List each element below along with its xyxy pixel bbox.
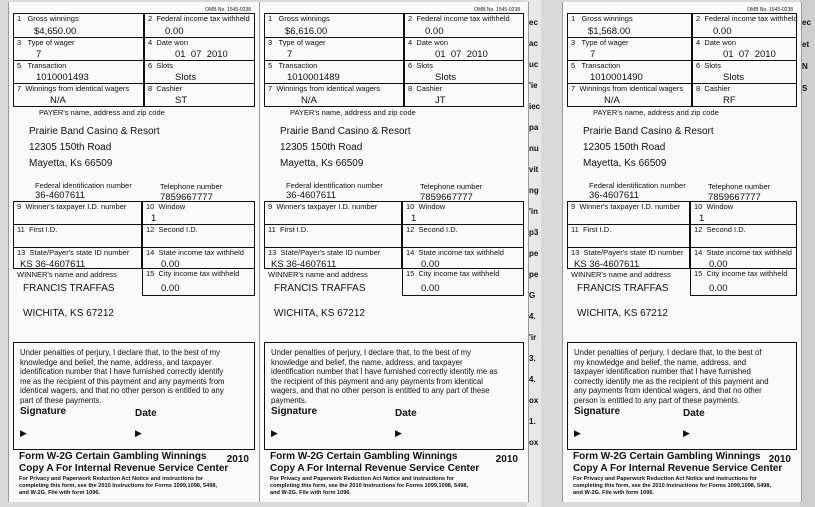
box-6-label: 6 Slots (408, 61, 434, 70)
box-8-label: 8 Cashier (696, 84, 731, 93)
box-7-label: 7 Winnings from identical wagers (571, 84, 684, 93)
box-15-city-tax (142, 268, 255, 296)
identical-wagers-value: N/A (301, 95, 317, 106)
payer-name: Prairie Band Casino & Resort (583, 126, 714, 137)
box-5-label: 5 Transaction (17, 61, 67, 70)
winner-label: WINNER's name and address (268, 270, 368, 279)
federal-id-value: 36-4607611 (589, 190, 640, 201)
box-5-transaction (264, 60, 404, 84)
date-won-value: 01 07 2010 (435, 49, 488, 60)
box-10-window (142, 201, 255, 225)
box-3-type-of-wager (13, 37, 144, 61)
declaration-box (264, 342, 524, 450)
box-10-label: 10 Window (694, 202, 734, 211)
box-13-label: 13 State/Payer's state ID number (268, 248, 381, 257)
box-1-gross-winnings (13, 13, 144, 38)
phone-value: 7859667777 (160, 192, 213, 203)
gross-winnings-value: $6,616.00 (285, 26, 328, 37)
box-4-date-won (144, 37, 255, 61)
identical-wagers-value: N/A (604, 95, 620, 106)
form-year: 2010 (495, 454, 518, 465)
signature-arrow-icon: ▶ (574, 428, 581, 438)
w2g-form (562, 2, 802, 502)
form-title: Form W-2G Certain Gambling Winnings (19, 451, 207, 462)
copy-a-label: Copy A For Internal Revenue Service Center (573, 463, 783, 474)
date-arrow-icon: ▶ (683, 428, 690, 438)
slots-value: Slots (175, 72, 197, 83)
strip-text-middle: G (529, 291, 536, 300)
w2g-form (8, 2, 260, 502)
privacy-note-line-1: For Privacy and Paperwork Reduction Act Notice and instructions for (573, 476, 758, 482)
payer-name: Prairie Band Casino & Resort (29, 126, 160, 137)
transaction-value: 1010001489 (287, 72, 340, 83)
federal-tax-value: 0.00 (425, 26, 444, 37)
omb-number: OMB No. 1545-0238 (474, 7, 520, 13)
box-3-label: 3 Type of wager (571, 38, 629, 47)
box-7-identical-wagers (13, 83, 144, 107)
gross-winnings-value: $1,568.00 (588, 26, 631, 37)
box-12-label: 12 Second I.D. (406, 225, 458, 234)
box-2-label: 2 Federal income tax withheld (408, 14, 510, 23)
state-id-value: KS 36-4607611 (271, 259, 337, 270)
winner-city: WICHITA, KS 67212 (274, 308, 365, 319)
box-13-label: 13 State/Payer's state ID number (571, 248, 684, 257)
date-won-value: 01 07 2010 (723, 49, 776, 60)
box-14-state-tax (402, 247, 524, 269)
strip-text-middle: ox (529, 438, 539, 447)
strip-text-middle: nu (529, 144, 539, 153)
payer-name: Prairie Band Casino & Resort (280, 126, 411, 137)
omb-number: OMB No. 1545-0238 (747, 7, 793, 13)
box-15-label: 15 City income tax withheld (406, 269, 500, 278)
federal-id-label: Federal identification number (589, 181, 686, 190)
box-6-slots (692, 60, 797, 84)
box-13-label: 13 State/Payer's state ID number (17, 248, 130, 257)
box-9-winner-tin (13, 201, 142, 225)
box-6-label: 6 Slots (148, 61, 174, 70)
signature-label: Signature (574, 406, 621, 417)
strip-text-right: ec (802, 18, 811, 27)
city-tax-value: 0.00 (421, 283, 440, 294)
box-11-label: 11 First I.D. (571, 225, 612, 234)
strip-text-right: S (802, 84, 808, 93)
federal-id-value: 36-4607611 (35, 190, 86, 201)
window-value: 1 (151, 213, 157, 224)
box-8-cashier (692, 83, 797, 107)
payer-street: 12305 150th Road (280, 142, 363, 153)
strip-text-middle: ng (529, 186, 539, 195)
phone-label: Telephone number (420, 182, 483, 191)
cashier-value: ST (175, 95, 188, 106)
strip-text-middle: pe (529, 270, 539, 279)
type-of-wager-value: 7 (287, 49, 293, 60)
signature-arrow-icon: ▶ (20, 428, 27, 438)
box-4-label: 4 Date won (696, 38, 737, 47)
box-10-label: 10 Window (146, 202, 186, 211)
declaration-box (13, 342, 255, 450)
box-13-state-id (567, 247, 690, 269)
strip-text-middle: ec (529, 18, 538, 27)
box-6-label: 6 Slots (696, 61, 722, 70)
box-8-label: 8 Cashier (408, 84, 443, 93)
strip-text-middle: 1. (529, 417, 536, 426)
perjury-declaration: Under penalties of perjury, I declare that, to the best of my knowledge and belief, the name, address, and taxpayer identification number that I have furnished correctly identify me as the recipient of this payment and any payments from identical wagers, and that no other person is entitled to any part of these payments. (271, 348, 498, 405)
winner-name: FRANCIS TRAFFAS (577, 283, 669, 294)
strip-text-middle: 'ir (529, 333, 537, 342)
transaction-value: 1010001493 (36, 72, 89, 83)
perjury-declaration: Under penalties of perjury, I declare that, to the best of my knowledge and belief, the name, address, and taxpayer identification number that I have furnished correctly identify me as the recipient of this payment and any payments from identical wagers, and that no other person is entitled to any part of these payments. (20, 348, 225, 405)
w2g-form (259, 2, 529, 502)
date-label: Date (135, 408, 157, 419)
strip-text-middle: 'ie (529, 81, 538, 90)
box-15-city-tax (690, 268, 797, 296)
box-3-label: 3 Type of wager (17, 38, 75, 47)
box-11-first-id (13, 224, 142, 248)
box-10-label: 10 Window (406, 202, 446, 211)
city-tax-value: 0.00 (709, 283, 728, 294)
privacy-note-line-2: completing this form, see the 2010 Instructions for Forms 1099,1098, 5498, (573, 483, 772, 489)
winner-city: WICHITA, KS 67212 (23, 308, 114, 319)
city-tax-value: 0.00 (161, 283, 180, 294)
box-15-label: 15 City income tax withheld (146, 269, 240, 278)
date-label: Date (683, 408, 705, 419)
box-14-label: 14 State income tax withheld (146, 248, 244, 257)
state-tax-value: 0.00 (709, 259, 728, 270)
privacy-note-line-1: For Privacy and Paperwork Reduction Act Notice and instructions for (19, 476, 204, 482)
omb-number: OMB No. 1545-0238 (205, 7, 251, 13)
federal-id-label: Federal identification number (286, 181, 383, 190)
form-title: Form W-2G Certain Gambling Winnings (573, 451, 761, 462)
payer-street: 12305 150th Road (583, 142, 666, 153)
payer-city: Mayetta, Ks 66509 (583, 158, 667, 169)
payer-city: Mayetta, Ks 66509 (280, 158, 364, 169)
strip-text-middle: ac (529, 39, 538, 48)
box-7-label: 7 Winnings from identical wagers (268, 84, 381, 93)
date-label: Date (395, 408, 417, 419)
phone-label: Telephone number (160, 182, 223, 191)
box-5-label: 5 Transaction (571, 61, 621, 70)
box-1-label: 1 Gross winnings (571, 14, 633, 23)
box-9-winner-tin (567, 201, 690, 225)
form-year: 2010 (768, 454, 791, 465)
box-2-label: 2 Federal income tax withheld (148, 14, 250, 23)
winner-name: FRANCIS TRAFFAS (274, 283, 366, 294)
date-arrow-icon: ▶ (395, 428, 402, 438)
form-year: 2010 (226, 454, 249, 465)
box-9-label: 9 Winner's taxpayer I.D. number (17, 202, 127, 211)
box-14-state-tax (690, 247, 797, 269)
strip-text-middle: 'in (529, 207, 539, 216)
strip-text-middle: pa (529, 123, 539, 132)
box-6-slots (144, 60, 255, 84)
payer-header: PAYER's name, address and zip code (290, 108, 416, 117)
box-2-federal-tax (692, 13, 797, 38)
privacy-note-line-3: and W-2G. File with form 1096. (270, 490, 352, 496)
box-6-slots (404, 60, 524, 84)
strip-text-middle: 4. (529, 375, 536, 384)
window-value: 1 (411, 213, 417, 224)
type-of-wager-value: 7 (36, 49, 42, 60)
privacy-note-line-3: and W-2G. File with form 1096. (19, 490, 101, 496)
box-1-label: 1 Gross winnings (268, 14, 330, 23)
box-13-state-id (264, 247, 402, 269)
payer-street: 12305 150th Road (29, 142, 112, 153)
signature-arrow-icon: ▶ (271, 428, 278, 438)
winner-city: WICHITA, KS 67212 (577, 308, 668, 319)
box-11-first-id (567, 224, 690, 248)
state-tax-value: 0.00 (161, 259, 180, 270)
phone-value: 7859667777 (708, 192, 761, 203)
box-5-transaction (13, 60, 144, 84)
copy-a-label: Copy A For Internal Revenue Service Center (270, 463, 480, 474)
strip-text-middle: iec (529, 102, 541, 111)
strip-text-middle: 3. (529, 354, 536, 363)
privacy-note-line-3: and W-2G. File with form 1096. (573, 490, 655, 496)
box-4-date-won (404, 37, 524, 61)
box-10-window (402, 201, 524, 225)
box-4-label: 4 Date won (408, 38, 449, 47)
strip-text-middle: ox (529, 396, 539, 405)
box-1-gross-winnings (264, 13, 404, 38)
box-8-cashier (144, 83, 255, 107)
privacy-note-line-1: For Privacy and Paperwork Reduction Act Notice and instructions for (270, 476, 455, 482)
state-id-value: KS 36-4607611 (20, 259, 86, 270)
gross-winnings-value: $4,650.00 (34, 26, 77, 37)
privacy-note-line-2: completing this form, see the 2010 Instructions for Forms 1099,1098, 5498, (270, 483, 469, 489)
state-tax-value: 0.00 (421, 259, 440, 270)
strip-text-middle: vit (529, 165, 539, 174)
window-value: 1 (699, 213, 705, 224)
box-7-label: 7 Winnings from identical wagers (17, 84, 130, 93)
strip-text-right: N (802, 62, 808, 71)
box-3-label: 3 Type of wager (268, 38, 326, 47)
federal-tax-value: 0.00 (713, 26, 732, 37)
box-4-label: 4 Date won (148, 38, 189, 47)
identical-wagers-value: N/A (50, 95, 66, 106)
box-8-cashier (404, 83, 524, 107)
box-8-label: 8 Cashier (148, 84, 183, 93)
box-1-label: 1 Gross winnings (17, 14, 79, 23)
payer-header: PAYER's name, address and zip code (593, 108, 719, 117)
box-2-label: 2 Federal income tax withheld (696, 14, 798, 23)
box-2-federal-tax (404, 13, 524, 38)
federal-id-value: 36-4607611 (286, 190, 337, 201)
hidden-form-strip-right (800, 0, 815, 507)
box-11-label: 11 First I.D. (268, 225, 309, 234)
box-15-label: 15 City income tax withheld (694, 269, 788, 278)
copy-a-label: Copy A For Internal Revenue Service Center (19, 463, 229, 474)
slots-value: Slots (435, 72, 457, 83)
box-12-second-id (402, 224, 524, 248)
box-7-identical-wagers (264, 83, 404, 107)
strip-text-right: et (802, 40, 810, 49)
form-title: Form W-2G Certain Gambling Winnings (270, 451, 458, 462)
box-9-winner-tin (264, 201, 402, 225)
box-5-label: 5 Transaction (268, 61, 318, 70)
box-5-transaction (567, 60, 692, 84)
cashier-value: RF (723, 95, 736, 106)
box-3-type-of-wager (567, 37, 692, 61)
box-12-second-id (690, 224, 797, 248)
date-won-value: 01 07 2010 (175, 49, 228, 60)
box-15-city-tax (402, 268, 524, 296)
type-of-wager-value: 7 (590, 49, 596, 60)
perjury-declaration: Under penalties of perjury, I declare that, to the best of my knowledge and belief, the name, address, and taxpayer identification number that I have furnished correctly identify me as the recipient of this payment and any payments from identical wagers, and that no other person is entitled to any part of these payments. (574, 348, 769, 405)
box-3-type-of-wager (264, 37, 404, 61)
box-11-first-id (264, 224, 402, 248)
phone-label: Telephone number (708, 182, 771, 191)
box-1-gross-winnings (567, 13, 692, 38)
winner-label: WINNER's name and address (571, 270, 671, 279)
signature-label: Signature (20, 406, 67, 417)
box-10-window (690, 201, 797, 225)
box-12-label: 12 Second I.D. (146, 225, 198, 234)
strip-text-middle: 4. (529, 312, 536, 321)
strip-text-middle: pe (529, 249, 539, 258)
date-arrow-icon: ▶ (135, 428, 142, 438)
strip-text-middle: uc (529, 60, 539, 69)
phone-value: 7859667777 (420, 192, 473, 203)
declaration-box (567, 342, 797, 450)
federal-id-label: Federal identification number (35, 181, 132, 190)
cashier-value: JT (435, 95, 446, 106)
signature-label: Signature (271, 406, 318, 417)
box-14-state-tax (142, 247, 255, 269)
box-9-label: 9 Winner's taxpayer I.D. number (268, 202, 378, 211)
box-2-federal-tax (144, 13, 255, 38)
box-12-label: 12 Second I.D. (694, 225, 746, 234)
payer-header: PAYER's name, address and zip code (39, 108, 165, 117)
box-11-label: 11 First I.D. (17, 225, 58, 234)
box-14-label: 14 State income tax withheld (694, 248, 792, 257)
strip-text-middle: p3 (529, 228, 539, 237)
privacy-note-line-2: completing this form, see the 2010 Instructions for Forms 1099,1098, 5498, (19, 483, 218, 489)
slots-value: Slots (723, 72, 745, 83)
box-4-date-won (692, 37, 797, 61)
box-12-second-id (142, 224, 255, 248)
box-7-identical-wagers (567, 83, 692, 107)
winner-label: WINNER's name and address (17, 270, 117, 279)
payer-city: Mayetta, Ks 66509 (29, 158, 113, 169)
box-9-label: 9 Winner's taxpayer I.D. number (571, 202, 681, 211)
winner-name: FRANCIS TRAFFAS (23, 283, 115, 294)
federal-tax-value: 0.00 (165, 26, 184, 37)
box-14-label: 14 State income tax withheld (406, 248, 504, 257)
state-id-value: KS 36-4607611 (574, 259, 640, 270)
transaction-value: 1010001490 (590, 72, 643, 83)
box-13-state-id (13, 247, 142, 269)
